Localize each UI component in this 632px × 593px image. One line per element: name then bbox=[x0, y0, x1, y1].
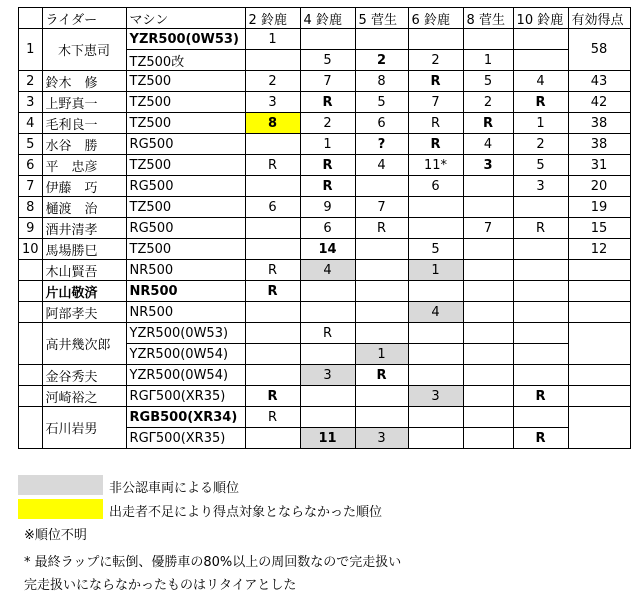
result-cell bbox=[355, 302, 408, 323]
legend-gray-swatch bbox=[18, 475, 103, 495]
table-row bbox=[19, 386, 631, 407]
note-crash-finish: * 最終ラップに転倒、優勝車の80%以上の周回数なので完走扱い bbox=[24, 555, 402, 570]
rider-cell: 河崎裕之 bbox=[42, 386, 126, 407]
result-cell bbox=[513, 197, 568, 218]
result-cell: 3 bbox=[463, 155, 513, 176]
position-cell: 3 bbox=[19, 92, 43, 113]
result-cell: 4 bbox=[513, 71, 568, 92]
result-cell-unofficial: 1 bbox=[408, 260, 463, 281]
result-cell bbox=[300, 281, 355, 302]
result-cell bbox=[245, 134, 300, 155]
machine-cell: RGB500(XR34) bbox=[126, 407, 245, 428]
rider-cell: 平 忠彦 bbox=[42, 155, 126, 176]
result-cell bbox=[245, 302, 300, 323]
result-cell bbox=[355, 239, 408, 260]
result-cell: R bbox=[245, 281, 300, 302]
machine-cell: YZR500(0W54) bbox=[126, 365, 245, 386]
result-cell: 11* bbox=[408, 155, 463, 176]
table-row bbox=[19, 302, 631, 323]
result-cell-unofficial: 4 bbox=[300, 260, 355, 281]
header-round-8: 8 菅生 bbox=[463, 8, 513, 29]
result-cell: R bbox=[300, 323, 355, 344]
position-cell bbox=[19, 365, 43, 386]
position-cell bbox=[19, 281, 43, 302]
result-cell bbox=[463, 365, 513, 386]
result-cell bbox=[463, 176, 513, 197]
result-cell-unofficial: 11 bbox=[300, 428, 355, 449]
position-cell: 4 bbox=[19, 113, 43, 134]
position-cell bbox=[19, 260, 43, 281]
result-cell bbox=[408, 323, 463, 344]
result-cell bbox=[513, 29, 568, 50]
machine-cell: NR500 bbox=[126, 302, 245, 323]
position-cell: 7 bbox=[19, 176, 43, 197]
result-cell: 1 bbox=[513, 113, 568, 134]
table-row bbox=[19, 218, 631, 239]
header-machine: マシン bbox=[126, 8, 245, 29]
points-cell: 20 bbox=[568, 176, 630, 197]
machine-cell: YZR500(0W54) bbox=[126, 344, 245, 365]
rider-cell: 木山賢吾 bbox=[42, 260, 126, 281]
result-cell bbox=[463, 344, 513, 365]
result-cell: 5 bbox=[300, 50, 355, 71]
position-cell: 9 bbox=[19, 218, 43, 239]
rider-cell: 石川岩男 bbox=[42, 407, 126, 449]
result-cell: 14 bbox=[300, 239, 355, 260]
rider-cell: 酒井清孝 bbox=[42, 218, 126, 239]
result-cell: R bbox=[513, 386, 568, 407]
result-cell bbox=[355, 407, 408, 428]
result-cell-unofficial: 3 bbox=[300, 365, 355, 386]
result-cell: 7 bbox=[408, 92, 463, 113]
result-cell: 5 bbox=[513, 155, 568, 176]
result-cell bbox=[513, 239, 568, 260]
points-cell bbox=[568, 281, 630, 302]
points-cell: 43 bbox=[568, 71, 630, 92]
machine-cell: TZ500 bbox=[126, 71, 245, 92]
result-cell bbox=[408, 218, 463, 239]
machine-cell: RGΓ500(XR35) bbox=[126, 386, 245, 407]
machine-cell: RG500 bbox=[126, 218, 245, 239]
header-points: 有効得点 bbox=[568, 8, 630, 29]
result-cell bbox=[463, 407, 513, 428]
result-cell bbox=[355, 386, 408, 407]
table-row bbox=[19, 92, 631, 113]
result-cell bbox=[463, 197, 513, 218]
result-cell bbox=[463, 302, 513, 323]
result-cell bbox=[245, 176, 300, 197]
machine-cell: TZ500 bbox=[126, 155, 245, 176]
result-cell: 5 bbox=[408, 239, 463, 260]
result-cell bbox=[355, 323, 408, 344]
result-cell bbox=[513, 281, 568, 302]
note-unknown-position: ※順位不明 bbox=[24, 528, 87, 543]
rider-cell: 高井幾次郎 bbox=[42, 323, 126, 365]
points-cell: 42 bbox=[568, 92, 630, 113]
table-row bbox=[19, 176, 631, 197]
result-cell bbox=[300, 386, 355, 407]
points-cell bbox=[568, 407, 630, 449]
header-round-2: 2 鈴鹿 bbox=[245, 8, 300, 29]
machine-cell: TZ500 bbox=[126, 197, 245, 218]
result-cell bbox=[513, 50, 568, 71]
result-cell-unofficial: 3 bbox=[355, 428, 408, 449]
rider-cell: 水谷 勝 bbox=[42, 134, 126, 155]
machine-cell: YZR500(0W53) bbox=[126, 323, 245, 344]
result-cell bbox=[463, 428, 513, 449]
result-cell: 6 bbox=[355, 113, 408, 134]
result-cell: R bbox=[355, 365, 408, 386]
table-row bbox=[19, 134, 631, 155]
result-cell: 2 bbox=[355, 50, 408, 71]
header-round-4: 4 鈴鹿 bbox=[300, 8, 355, 29]
position-cell: 2 bbox=[19, 71, 43, 92]
result-cell: 9 bbox=[300, 197, 355, 218]
result-cell bbox=[408, 365, 463, 386]
result-cell: ? bbox=[355, 134, 408, 155]
header-rider: ライダー bbox=[42, 8, 126, 29]
machine-cell: RG500 bbox=[126, 134, 245, 155]
header-pos bbox=[19, 8, 43, 29]
result-cell: R bbox=[300, 155, 355, 176]
result-cell bbox=[300, 29, 355, 50]
points-cell: 19 bbox=[568, 197, 630, 218]
result-cell bbox=[513, 365, 568, 386]
table-row bbox=[19, 260, 631, 281]
table-row bbox=[19, 281, 631, 302]
result-cell: 6 bbox=[408, 176, 463, 197]
points-cell bbox=[568, 386, 630, 407]
result-cell: 2 bbox=[408, 50, 463, 71]
result-cell bbox=[245, 239, 300, 260]
result-cell: 2 bbox=[463, 92, 513, 113]
legend-yellow-swatch bbox=[18, 499, 103, 519]
position-cell: 5 bbox=[19, 134, 43, 155]
result-cell: 1 bbox=[463, 50, 513, 71]
result-cell bbox=[513, 344, 568, 365]
points-cell: 15 bbox=[568, 218, 630, 239]
result-cell bbox=[408, 281, 463, 302]
result-cell bbox=[408, 197, 463, 218]
table-row bbox=[19, 239, 631, 260]
result-cell bbox=[408, 428, 463, 449]
result-cell bbox=[245, 365, 300, 386]
position-cell: 6 bbox=[19, 155, 43, 176]
result-cell bbox=[513, 260, 568, 281]
result-cell bbox=[463, 29, 513, 50]
table-row bbox=[19, 155, 631, 176]
machine-cell: RGΓ500(XR35) bbox=[126, 428, 245, 449]
result-cell bbox=[408, 407, 463, 428]
result-cell: 7 bbox=[463, 218, 513, 239]
machine-cell: NR500 bbox=[126, 281, 245, 302]
header-round-5: 5 菅生 bbox=[355, 8, 408, 29]
points-cell bbox=[568, 302, 630, 323]
result-cell bbox=[513, 302, 568, 323]
table-row bbox=[19, 113, 631, 134]
result-cell bbox=[355, 281, 408, 302]
result-cell: R bbox=[513, 428, 568, 449]
position-cell bbox=[19, 302, 43, 323]
result-cell bbox=[463, 281, 513, 302]
result-cell: R bbox=[245, 155, 300, 176]
result-cell: R bbox=[408, 113, 463, 134]
result-cell: R bbox=[300, 176, 355, 197]
table-row bbox=[19, 365, 631, 386]
result-cell bbox=[463, 239, 513, 260]
rider-cell: 片山敬済 bbox=[42, 281, 126, 302]
result-cell bbox=[408, 29, 463, 50]
result-cell bbox=[463, 386, 513, 407]
result-cell: 1 bbox=[300, 134, 355, 155]
result-cell bbox=[300, 344, 355, 365]
machine-cell: TZ500改 bbox=[126, 50, 245, 71]
result-cell: 1 bbox=[245, 29, 300, 50]
result-cell: R bbox=[300, 92, 355, 113]
table-row bbox=[19, 71, 631, 92]
result-cell bbox=[245, 218, 300, 239]
result-cell-unofficial: 4 bbox=[408, 302, 463, 323]
rider-cell: 阿部孝夫 bbox=[42, 302, 126, 323]
rider-cell: 上野真一 bbox=[42, 92, 126, 113]
result-cell bbox=[245, 428, 300, 449]
result-cell bbox=[245, 50, 300, 71]
points-cell bbox=[568, 365, 630, 386]
result-cell: 4 bbox=[355, 155, 408, 176]
points-cell bbox=[568, 323, 630, 365]
result-cell: R bbox=[408, 71, 463, 92]
rider-cell: 伊藤 巧 bbox=[42, 176, 126, 197]
result-cell bbox=[513, 323, 568, 344]
note-retire: 完走扱いにならなかったものはリタイアとした bbox=[24, 578, 297, 593]
legend-gray-text: 非公認車両による順位 bbox=[109, 481, 240, 496]
result-cell: 7 bbox=[355, 197, 408, 218]
results-table bbox=[18, 7, 631, 449]
header-row bbox=[19, 8, 631, 29]
result-cell-unofficial: 1 bbox=[355, 344, 408, 365]
position-cell: 10 bbox=[19, 239, 43, 260]
result-cell bbox=[463, 260, 513, 281]
result-cell: 5 bbox=[355, 92, 408, 113]
machine-cell: RG500 bbox=[126, 176, 245, 197]
result-cell: 4 bbox=[463, 134, 513, 155]
result-cell: R bbox=[245, 386, 300, 407]
position-cell bbox=[19, 386, 43, 407]
machine-cell: TZ500 bbox=[126, 239, 245, 260]
rider-cell: 鈴木 修 bbox=[42, 71, 126, 92]
table-row bbox=[19, 323, 631, 344]
result-cell: 8 bbox=[355, 71, 408, 92]
result-cell bbox=[355, 176, 408, 197]
result-cell: R bbox=[408, 134, 463, 155]
points-cell: 38 bbox=[568, 113, 630, 134]
table-row bbox=[19, 29, 631, 50]
result-cell bbox=[463, 323, 513, 344]
points-cell: 31 bbox=[568, 155, 630, 176]
machine-cell: TZ500 bbox=[126, 92, 245, 113]
result-cell: 7 bbox=[300, 71, 355, 92]
result-cell: R bbox=[355, 218, 408, 239]
result-cell bbox=[300, 407, 355, 428]
table-row bbox=[19, 407, 631, 428]
result-cell-unscored: 8 bbox=[245, 113, 300, 134]
result-cell: R bbox=[463, 113, 513, 134]
result-cell-unofficial: 3 bbox=[408, 386, 463, 407]
result-cell: R bbox=[245, 407, 300, 428]
result-cell: 2 bbox=[513, 134, 568, 155]
result-cell: 2 bbox=[245, 71, 300, 92]
result-cell bbox=[245, 323, 300, 344]
machine-cell: YZR500(0W53) bbox=[126, 29, 245, 50]
position-cell: 8 bbox=[19, 197, 43, 218]
result-cell: R bbox=[513, 92, 568, 113]
rider-cell: 木下恵司 bbox=[42, 29, 126, 71]
result-cell: 6 bbox=[245, 197, 300, 218]
position-cell bbox=[19, 323, 43, 365]
header-round-6: 6 鈴鹿 bbox=[408, 8, 463, 29]
result-cell: 3 bbox=[513, 176, 568, 197]
table-row bbox=[19, 197, 631, 218]
points-cell: 12 bbox=[568, 239, 630, 260]
result-cell: R bbox=[245, 260, 300, 281]
result-cell bbox=[355, 260, 408, 281]
result-cell: 2 bbox=[300, 113, 355, 134]
result-cell: 6 bbox=[300, 218, 355, 239]
rider-cell: 馬場勝巳 bbox=[42, 239, 126, 260]
points-cell: 58 bbox=[568, 29, 630, 71]
machine-cell: NR500 bbox=[126, 260, 245, 281]
points-cell bbox=[568, 260, 630, 281]
points-cell: 38 bbox=[568, 134, 630, 155]
legend-yellow-text: 出走者不足により得点対象とならなかった順位 bbox=[109, 505, 383, 520]
result-cell: R bbox=[513, 218, 568, 239]
rider-cell: 毛利良一 bbox=[42, 113, 126, 134]
position-cell bbox=[19, 407, 43, 449]
result-cell bbox=[300, 302, 355, 323]
header-round-10: 10 鈴鹿 bbox=[513, 8, 568, 29]
machine-cell: TZ500 bbox=[126, 113, 245, 134]
rider-cell: 金谷秀夫 bbox=[42, 365, 126, 386]
result-cell: 3 bbox=[245, 92, 300, 113]
result-cell bbox=[355, 29, 408, 50]
rider-cell: 樋渡 治 bbox=[42, 197, 126, 218]
result-cell bbox=[245, 344, 300, 365]
position-cell: 1 bbox=[19, 29, 43, 71]
result-cell bbox=[408, 344, 463, 365]
result-cell bbox=[513, 407, 568, 428]
result-cell: 5 bbox=[463, 71, 513, 92]
